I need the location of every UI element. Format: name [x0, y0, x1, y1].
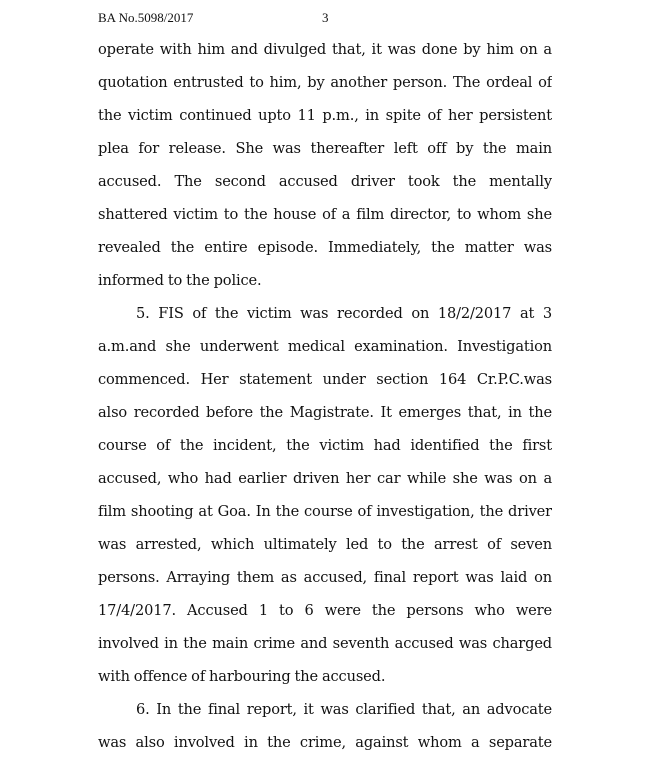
text-line: was arrested, which ultimately led to the arrest of seven [98, 536, 552, 553]
text-line: with offence of harbouring the accused. [98, 668, 386, 685]
text-line: a.m.and she underwent medical examination. Investigation [98, 338, 552, 355]
text-line: informed to the police. [98, 272, 262, 289]
text-line: was also involved in the crime, against whom a separate [98, 734, 552, 751]
text-line: 17/4/2017. Accused 1 to 6 were the persons who were [98, 602, 552, 619]
text-line: also recorded before the Magistrate. It emerges that, in the [98, 404, 552, 421]
text-line: accused, who had earlier driven her car while she was on a [98, 470, 552, 487]
text-line: film shooting at Goa. In the course of investigation, the driver [98, 503, 552, 520]
text-line: course of the incident, the victim had identified the first [98, 437, 552, 454]
page-number: 3 [322, 10, 329, 25]
text-line: plea for release. She was thereafter left off by the main [98, 140, 552, 157]
text-line: commenced. Her statement under section 164 Cr.P.C.was [98, 371, 552, 388]
text-line: operate with him and divulged that, it was done by him on a [98, 41, 552, 58]
text-line: persons. Arraying them as accused, final report was laid on [98, 569, 552, 586]
text-line: involved in the main crime and seventh accused was charged [98, 635, 552, 652]
text-line: shattered victim to the house of a film director, to whom she [98, 206, 552, 223]
text-line: the victim continued upto 11 p.m., in spite of her persistent [98, 107, 552, 124]
text-line: accused. The second accused driver took the mentally [98, 173, 552, 190]
case-number-header: BA No.5098/2017 [98, 10, 194, 25]
text-line: revealed the entire episode. Immediately, the matter was [98, 239, 552, 256]
document-body [98, 38, 552, 764]
paragraph-6-start: 6. In the final report, it was clarified that, an advocate [136, 701, 552, 718]
text-line: quotation entrusted to him, by another person. The ordeal of [98, 74, 552, 91]
paragraph-5-start: 5. FIS of the victim was recorded on 18/2/2017 at 3 [136, 305, 552, 322]
